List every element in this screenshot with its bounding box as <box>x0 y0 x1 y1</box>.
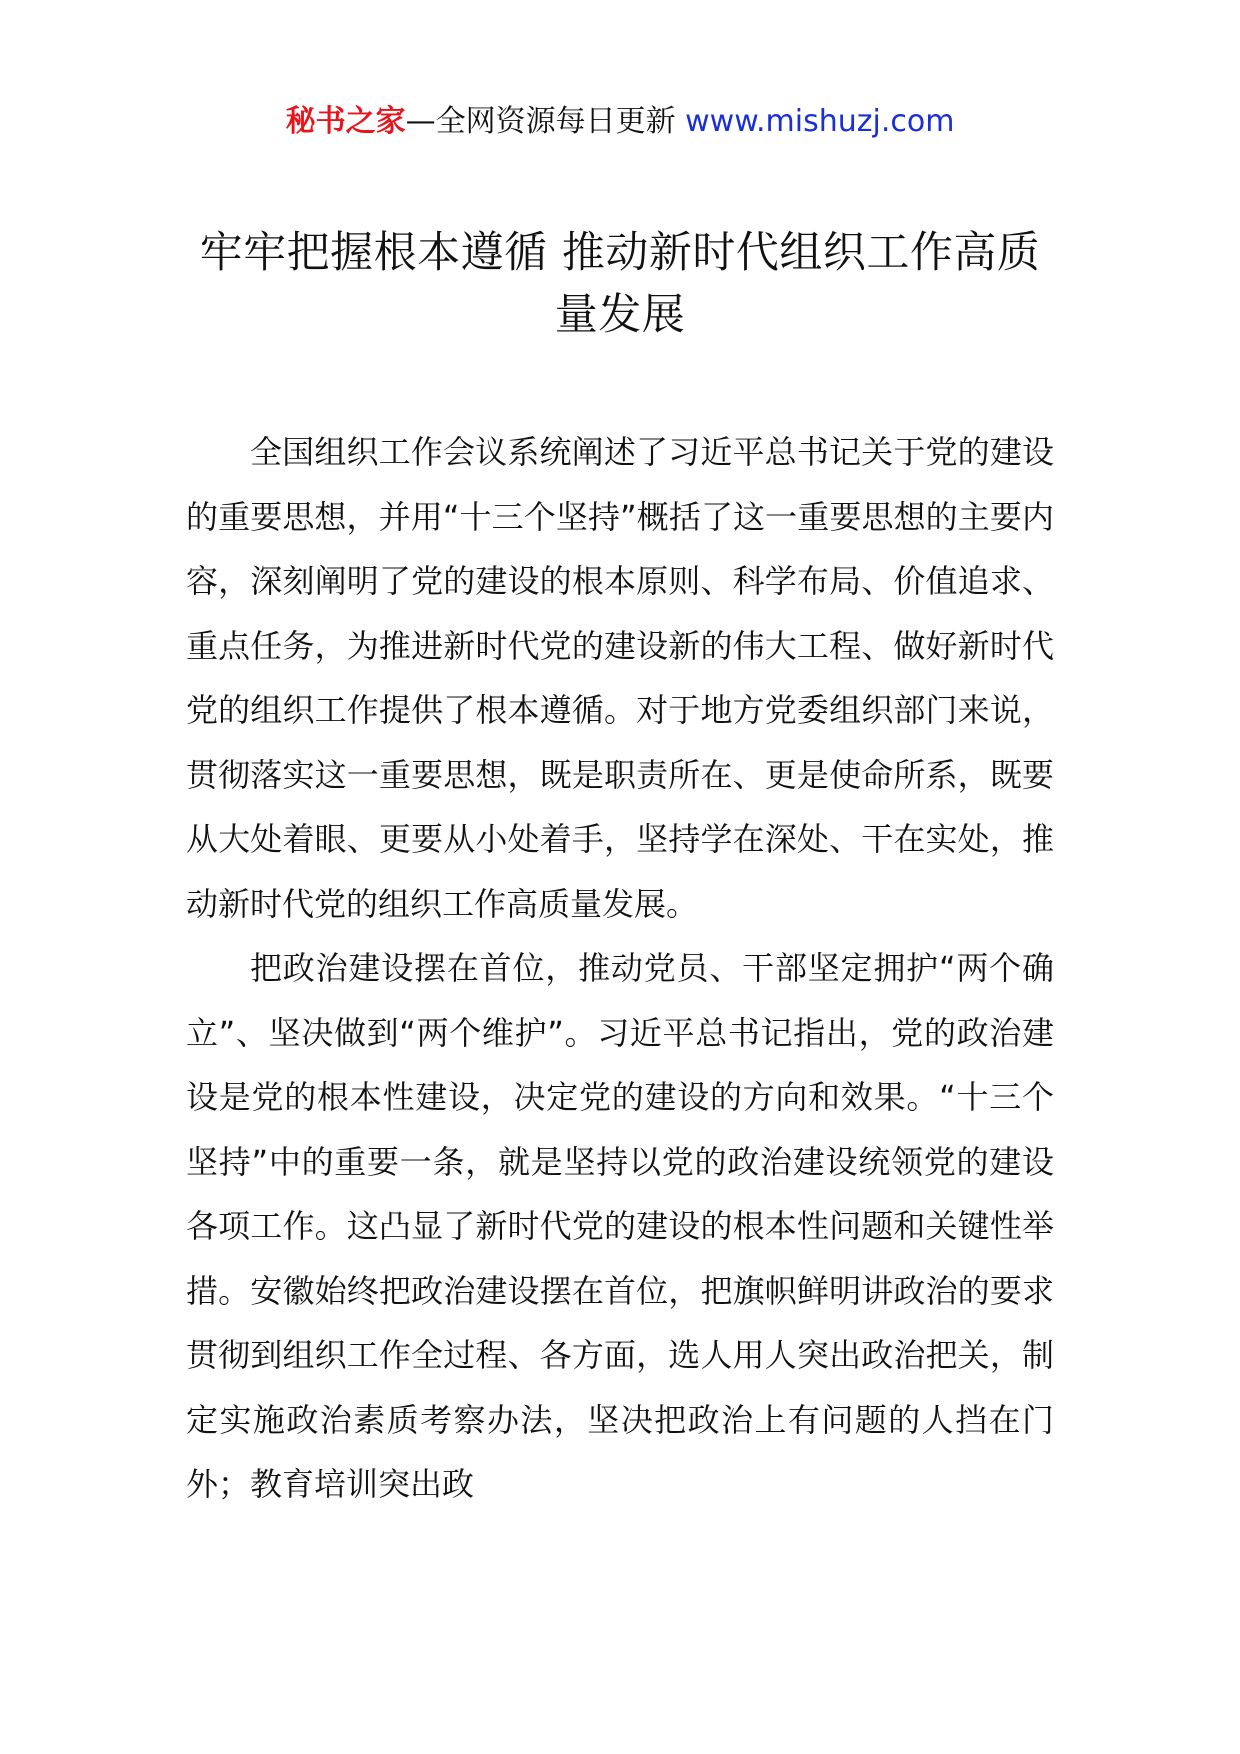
site-slogan: —全网资源每日更新 <box>405 104 676 139</box>
document-title: 牢牢把握根本遵循 推动新时代组织工作高质量发展 <box>199 228 1041 340</box>
document-body <box>186 420 1054 1517</box>
body-paragraph-2: 把政治建设摆在首位，推动党员、干部坚定拥护“两个确立”、坚决做到“两个维护”。习近平总书记指出，党的政治建设是党的根本性建设，决定党的建设的方向和效果。“十三个坚持”中的重要一条，就是坚持以党的政治建设统领党的建设各项工作。这凸显了新时代党的建设的根本性问题和关键性举措。安徽始终把政治建设摆在首位，把旗帜鲜明讲政治的要求贯彻到组织工作全过程、各方面，选人用人突出政治把关，制定实施政治素质考察办法，坚决把政治上有问题的人挡在门外；教育培训突出政 <box>186 949 1054 1503</box>
body-paragraph-1: 全国组织工作会议系统阐述了习近平总书记关于党的建设的重要思想，并用“十三个坚持”概括了这一重要思想的主要内容，深刻阐明了党的建设的根本原则、科学布局、价值追求、重点任务，为推进新时代党的建设新的伟大工程、做好新时代党的组织工作提供了根本遵循。对于地方党委组织部门来说，贯彻落实这一重要思想，既是职责所在、更是使命所系，既要从大处着眼、更要从小处着手，坚持学在深处、干在实处，推动新时代党的组织工作高质量发展。 <box>186 433 1054 923</box>
site-header <box>0 100 1240 144</box>
site-url-link[interactable]: www.mishuzj.com <box>685 104 955 139</box>
site-brand-name: 秘书之家 <box>285 104 406 139</box>
